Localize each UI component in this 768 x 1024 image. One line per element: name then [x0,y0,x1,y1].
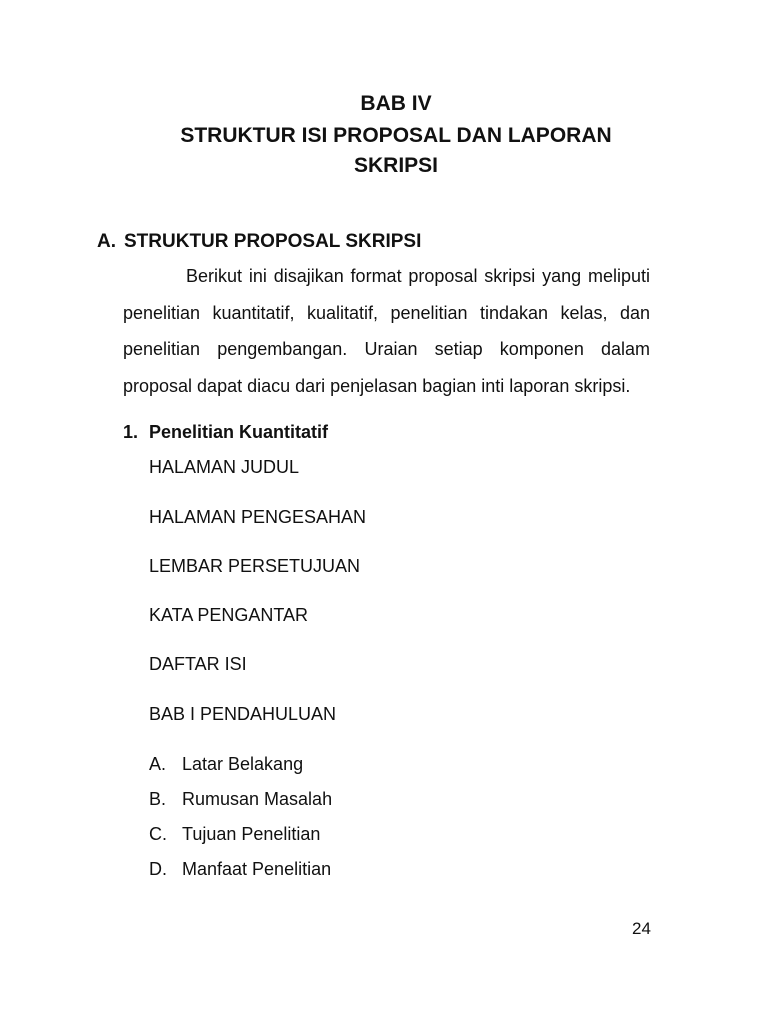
list-item-label: Rumusan Masalah [182,789,333,809]
chapter-title-line-2: SKRIPSI [353,154,439,177]
outline-item-approval-page: HALAMAN PENGESAHAN [149,507,367,527]
page-number: 24 [632,919,651,938]
list-item-marker: B. [149,789,167,809]
list-item-marker: C. [149,824,167,844]
list-item [149,751,303,777]
subsection-title: Penelitian Kuantitatif [149,422,329,442]
subsection-heading [123,418,328,446]
subsection-marker: 1. [123,422,139,442]
list-item [149,786,332,812]
list-item-marker: A. [149,754,167,774]
outline-item-chapter-one: BAB I PENDAHULUAN [149,704,337,724]
list-item [149,821,320,847]
outline-item-agreement-sheet: LEMBAR PERSETUJUAN [149,556,361,576]
list-item-label: Tujuan Penelitian [182,824,321,844]
section-marker: A. [97,231,116,252]
section-heading [97,228,421,256]
outline-item-preface: KATA PENGANTAR [149,605,309,625]
section-title: STRUKTUR PROPOSAL SKRIPSI [124,231,422,252]
chapter-title-line-1: STRUKTUR ISI PROPOSAL DAN LAPORAN [180,124,612,147]
intro-paragraph: Berikut ini disajikan format proposal skripsi yang meliputi penelitian kuantitatif, kualitatif, penelitian tindakan kelas, dan penelitian pengembangan. Uraian setiap komponen dalam proposal dapat diacu dari penjelasan bagian inti laporan skripsi. [123,266,650,396]
outline-item-table-of-contents: DAFTAR ISI [149,654,247,674]
chapter-number: BAB IV [360,92,432,115]
list-item-marker: D. [149,859,167,879]
list-item-label: Manfaat Penelitian [182,859,332,879]
list-item-label: Latar Belakang [182,754,304,774]
list-item [149,856,331,882]
outline-item-title-page: HALAMAN JUDUL [149,457,300,477]
